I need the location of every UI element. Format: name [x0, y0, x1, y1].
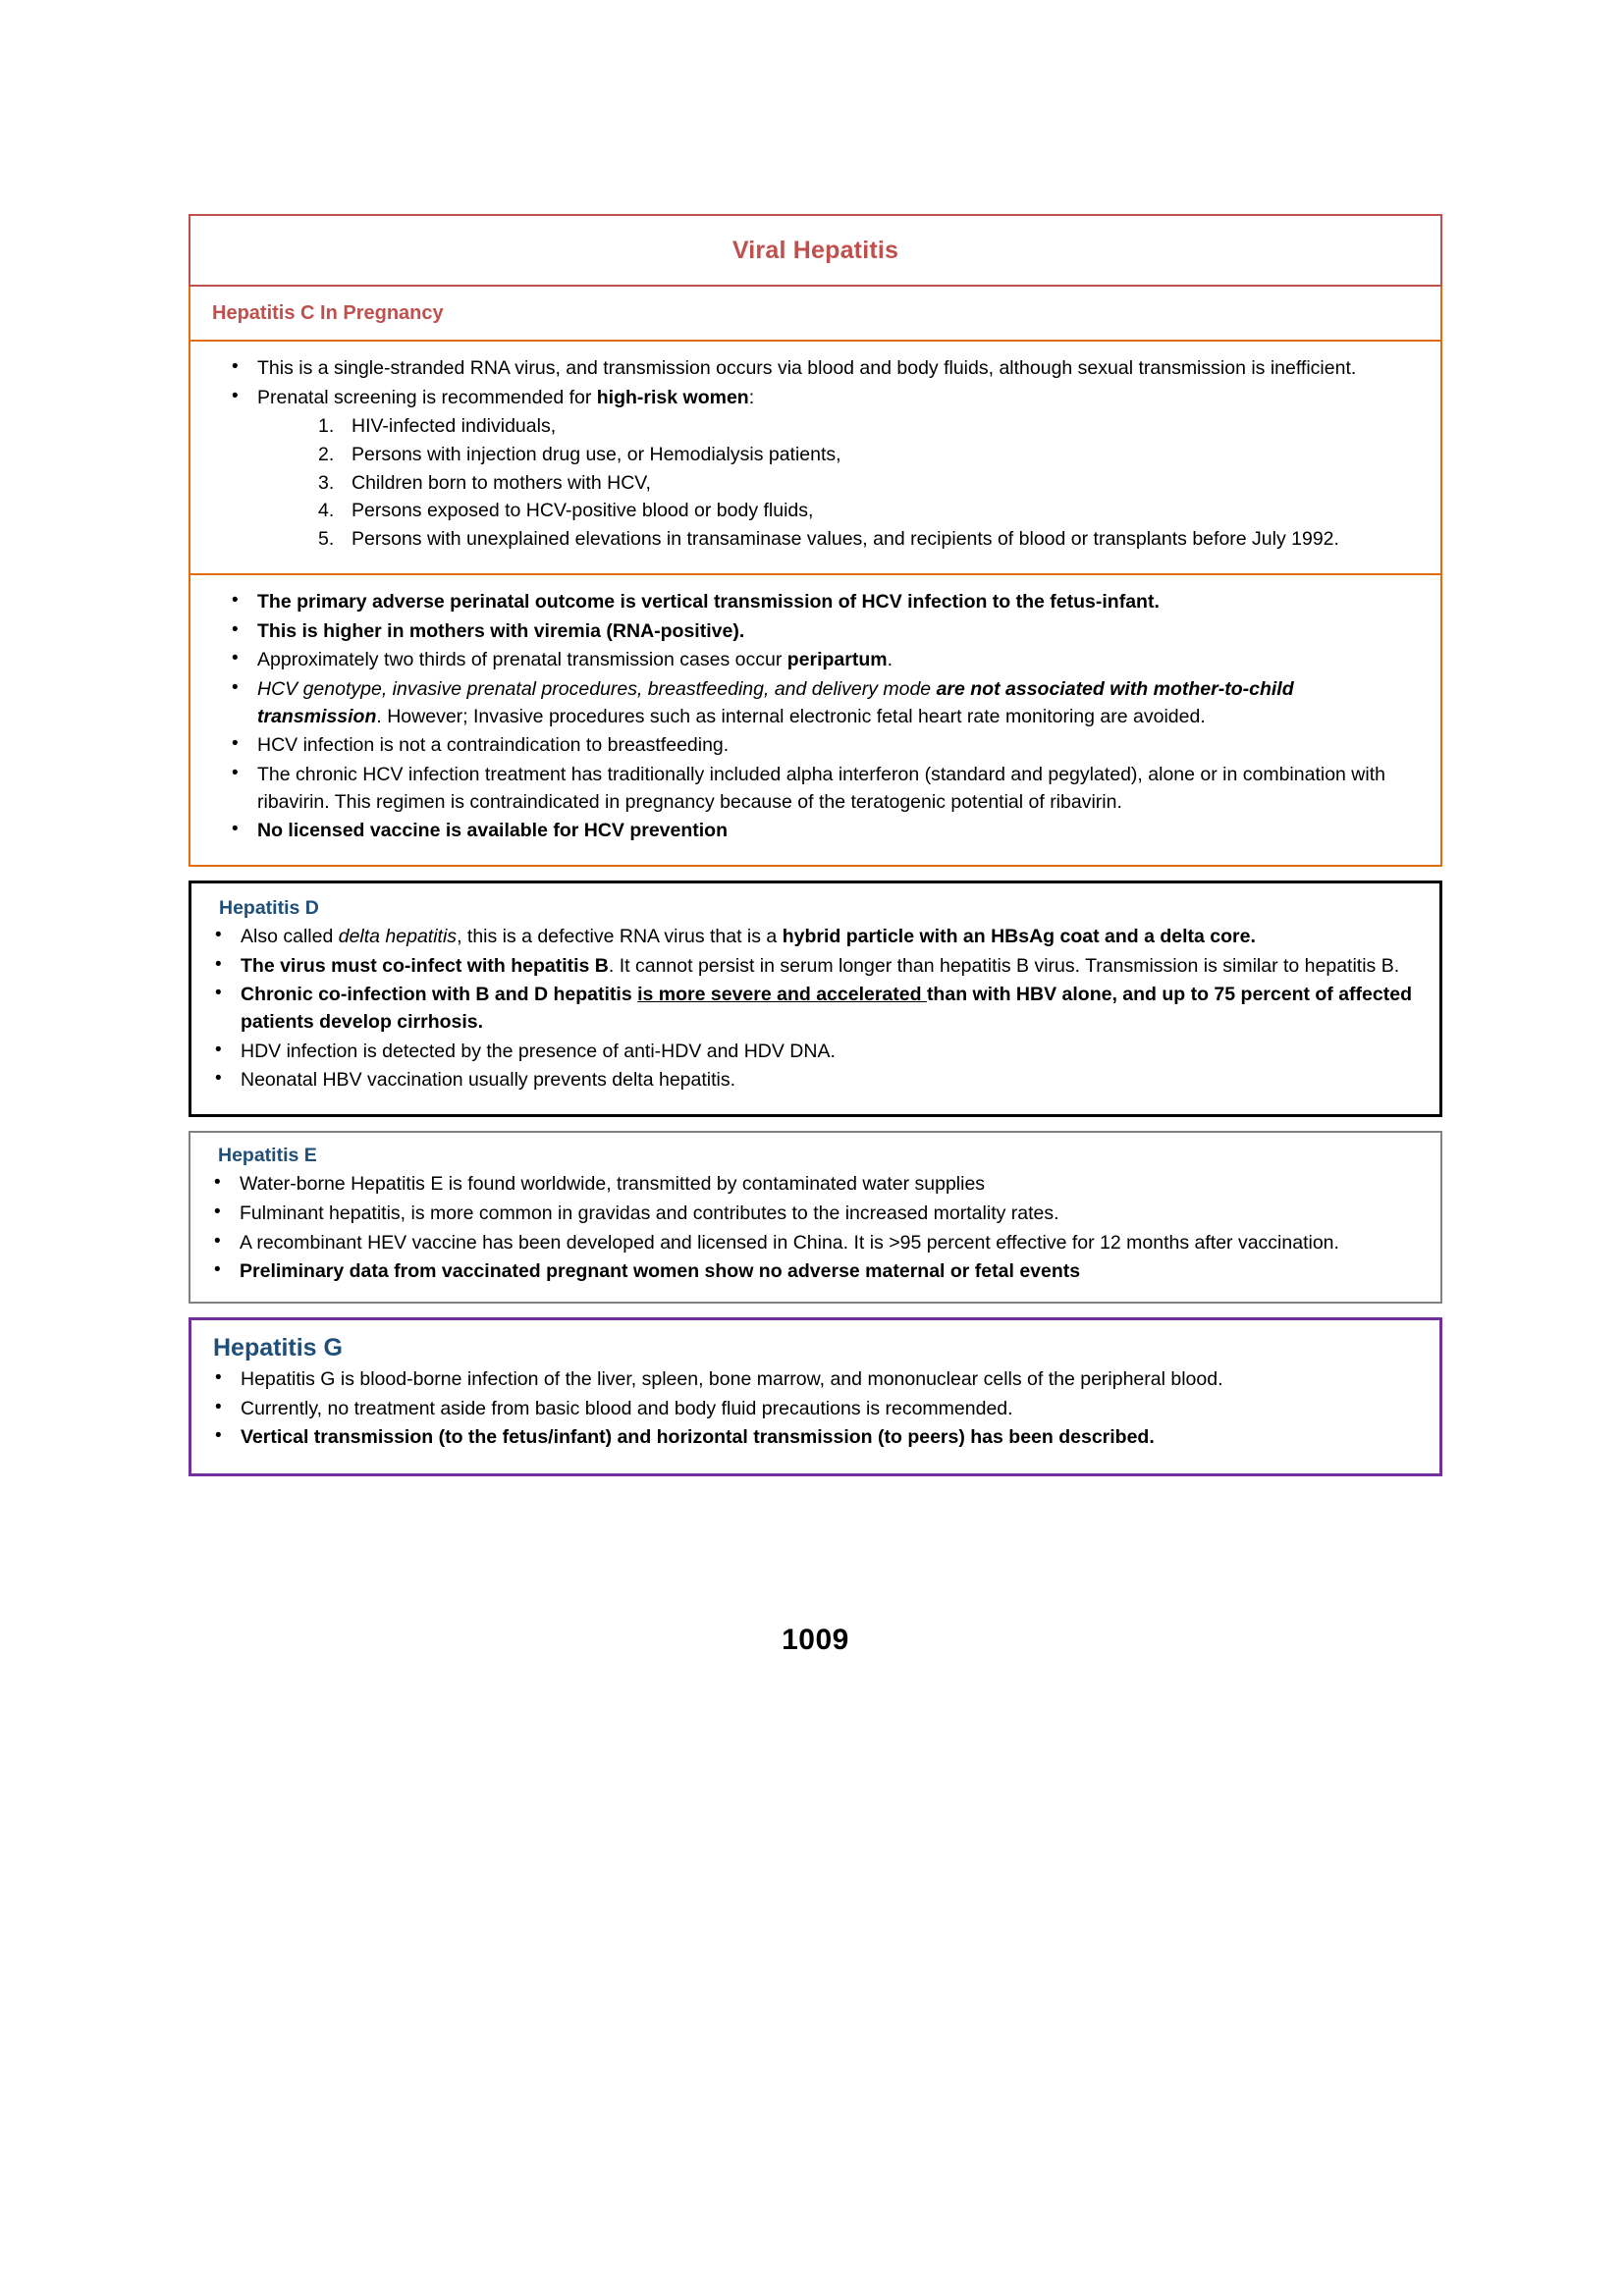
hybrid-particle-bold: hybrid particle with an HBsAg coat and a delta core. — [782, 926, 1256, 947]
hepatitis-d-box — [189, 881, 1442, 1117]
not-associated-bold-italic: are not associated with mother-to-child transmission — [257, 677, 1294, 727]
hepatitis-c-heading: Hepatitis C In Pregnancy — [212, 302, 444, 324]
spacer — [189, 1117, 1442, 1131]
hepatitis-e-list — [200, 1171, 1417, 1286]
text-run: . It cannot persist in serum longer than hepatitis B virus. Transmission is similar to hepatitis B. — [608, 954, 1400, 977]
point-text: No licensed vaccine is available for HCV prevention — [257, 820, 729, 842]
hepatitis-d-heading: Hepatitis D — [219, 897, 319, 919]
hepatitis-c-header-box — [189, 287, 1442, 342]
list-item: • HCV infection is not a contraindication to breastfeeding. — [218, 732, 1417, 760]
list-item: • This is a single-stranded RNA virus, and transmission occurs via blood and body fluids, although sexual transmission is inefficient. — [218, 355, 1417, 383]
page-number: 1009 — [782, 1623, 849, 1656]
viral-hepatitis-title-box — [189, 214, 1442, 287]
text-run: Also called — [241, 926, 339, 947]
list-item: • Currently, no treatment aside from basic blood and body fluid precautions is recommended. — [201, 1396, 1416, 1423]
list-item — [218, 676, 1417, 730]
vertical-transmission-bold: Vertical transmission (to the fetus/infant) and horizontal transmission (to peers) has been described. — [241, 1426, 1155, 1449]
list-item — [201, 924, 1416, 951]
more-severe-underline: is more severe and accelerated — [637, 984, 927, 1006]
point-text-end: . However; Invasive procedures such as internal electronic fetal heart rate monitoring are avoided. — [376, 705, 1206, 727]
list-item: • Water-borne Hepatitis E is found worldwide, transmitted by contaminated water supplies — [200, 1171, 1417, 1199]
point-text: Approximately two thirds of prenatal transmission cases occur — [257, 649, 787, 671]
hepatitis-d-list — [201, 924, 1416, 1095]
list-item: • Hepatitis G is blood-borne infection of the liver, spleen, bone marrow, and mononuclear cells of the peripheral blood. — [201, 1366, 1416, 1394]
list-item: • HDV infection is detected by the presence of anti-HDV and HDV DNA. — [201, 1039, 1416, 1066]
list-item: • A recombinant HEV vaccine has been developed and licensed in China. It is >95 percent effective for 12 months after vaccination. — [200, 1230, 1417, 1257]
high-risk-women-bold: high-risk women — [596, 386, 749, 408]
list-item — [201, 953, 1416, 981]
list-item — [218, 647, 1417, 674]
list-item: Children born to mothers with HCV, — [352, 471, 651, 494]
hepatitis-e-box — [189, 1131, 1442, 1304]
spacer — [189, 1304, 1442, 1317]
hepatitis-g-box — [189, 1317, 1442, 1476]
list-item: HIV-infected individuals, — [352, 415, 557, 438]
text-run: , this is a defective RNA virus that is a — [457, 926, 783, 947]
peripartum-bold: peripartum — [786, 649, 888, 671]
list-item — [200, 1258, 1417, 1286]
list-item — [218, 589, 1417, 616]
list-item — [218, 385, 1417, 554]
hepatitis-g-list — [201, 1366, 1416, 1452]
high-risk-women-list — [308, 413, 1417, 553]
list-item: Persons exposed to HCV-positive blood or body fluids, — [352, 500, 814, 522]
list-item — [218, 818, 1417, 845]
text-run-bold: than with HBV alone, and up to 75 percent of affected patients develop cirrhosis. — [241, 984, 1412, 1034]
chronic-coinfection-bold: Chronic co-infection with B and D hepatitis — [241, 984, 638, 1006]
hepatitis-c-points-list — [218, 589, 1417, 845]
list-item: • The chronic HCV infection treatment has traditionally included alpha interferon (standard and pegylated), alone or in combination with ribavirin. This regimen is contraindicated in pregnancy because of the teratogenic potential of ribavirin. — [218, 762, 1417, 816]
spacer — [189, 867, 1442, 881]
list-item: Persons with injection drug use, or Hemodialysis patients, — [352, 444, 841, 466]
hepatitis-e-heading: Hepatitis E — [218, 1145, 317, 1167]
point-text-italic: HCV genotype, invasive prenatal procedures, breastfeeding, and delivery mode — [257, 677, 937, 700]
point-text-end: . — [887, 649, 893, 671]
list-item — [201, 982, 1416, 1036]
co-infect-bold: The virus must co-infect with hepatitis B — [241, 954, 609, 977]
screening-lead-text: Prenatal screening is recommended for — [257, 386, 597, 408]
preliminary-data-bold: Preliminary data from vaccinated pregnant women show no adverse maternal or fetal events — [240, 1260, 1081, 1283]
hepatitis-c-intro-list — [218, 355, 1417, 554]
page-title: Viral Hepatitis — [731, 237, 899, 264]
hepatitis-g-heading: Hepatitis G — [213, 1333, 343, 1362]
list-item: • Neonatal HBV vaccination usually prevents delta hepatitis. — [201, 1067, 1416, 1095]
list-item: • Fulminant hepatitis, is more common in gravidas and contributes to the increased mortality rates. — [200, 1201, 1417, 1228]
list-item — [218, 618, 1417, 646]
list-item: Persons with unexplained elevations in transaminase values, and recipients of blood or transplants before July 1992. — [352, 528, 1339, 551]
point-text: This is higher in mothers with viremia (RNA-positive). — [257, 619, 745, 642]
hepatitis-c-points-box — [189, 575, 1442, 867]
point-text: The primary adverse perinatal outcome is vertical transmission of HCV infection to the fetus-infant. — [257, 590, 1160, 613]
screening-lead-colon: : — [748, 386, 755, 408]
hepatitis-c-intro-box — [189, 342, 1442, 575]
list-item — [201, 1424, 1416, 1452]
delta-hepatitis-italic: delta hepatitis — [338, 926, 458, 947]
